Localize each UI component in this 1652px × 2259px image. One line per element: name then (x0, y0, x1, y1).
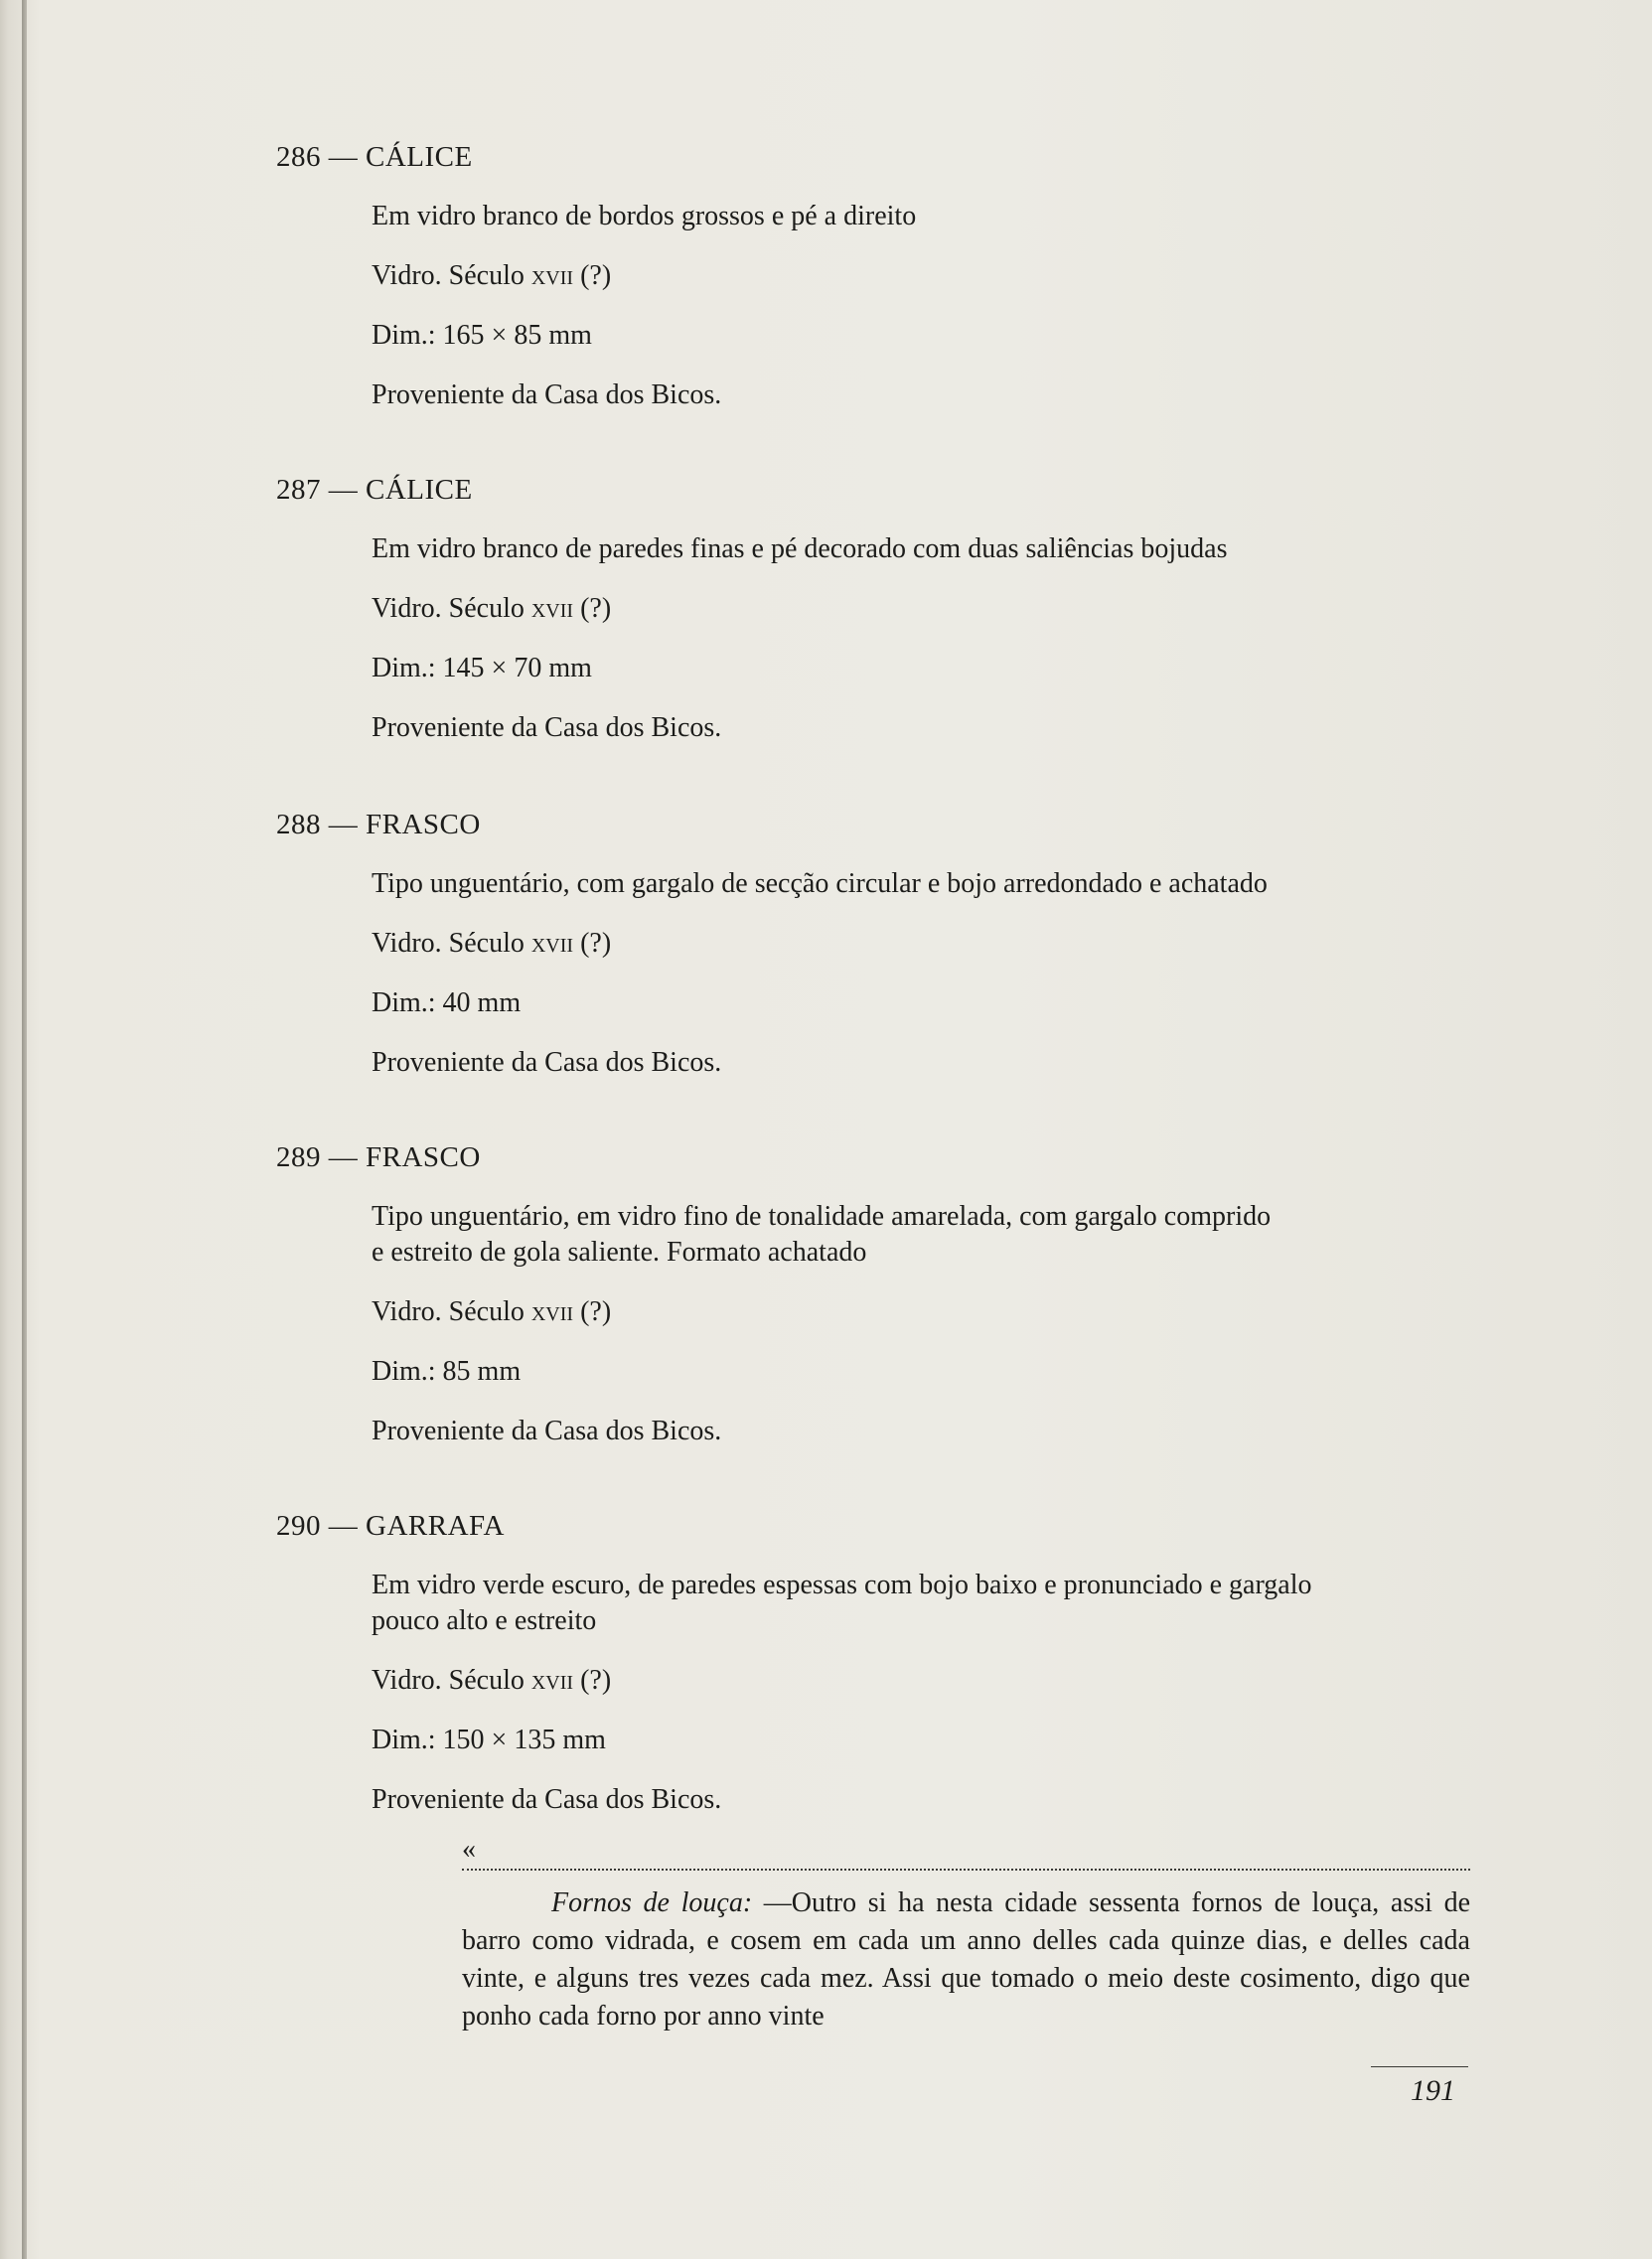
entry-description: Em vidro branco de paredes finas e pé decorado com duas saliências bojudas (372, 533, 1228, 564)
quote-dash: — (763, 1887, 792, 1918)
catalog-entry (276, 472, 1518, 746)
catalog-entry (276, 139, 1518, 413)
entry-title: 286 — CÁLICE (276, 141, 473, 173)
entry-title: 290 — GARRAFA (276, 1510, 505, 1542)
entry-description: Tipo unguentário, com gargalo de secção circular e bojo arredondado e achatado (372, 868, 1268, 899)
entry-material: Vidro. Século xvii (?) (372, 1296, 612, 1327)
entry-description: Em vidro verde escuro, de paredes espessas com bojo baixo e pronunciado e gargalo (372, 1570, 1312, 1600)
entry-title: 289 — FRASCO (276, 1141, 481, 1173)
entry-dimensions: Dim.: 165 × 85 mm (372, 320, 592, 351)
page-number: 191 (1411, 2074, 1455, 2107)
entry-dimensions: Dim.: 145 × 70 mm (372, 653, 592, 683)
entry-dimensions: Dim.: 150 × 135 mm (372, 1725, 606, 1755)
entry-provenance: Proveniente da Casa dos Bicos. (372, 1784, 722, 1815)
entry-body (372, 1199, 1474, 1449)
entry-body (372, 199, 1474, 413)
quote-heading: Fornos de louça: (551, 1887, 753, 1918)
entry-material: Vidro. Século xvii (?) (372, 593, 612, 624)
entry-description: Em vidro branco de bordos grossos e pé a direito (372, 201, 917, 231)
entry-title: 288 — FRASCO (276, 809, 481, 840)
quote-paragraph (462, 1884, 1470, 2035)
entry-title: 287 — CÁLICE (276, 474, 473, 506)
entry-description: pouco alto e estreito (372, 1605, 597, 1636)
dotted-leader (462, 1834, 1470, 1871)
entry-material: Vidro. Século xvii (?) (372, 928, 612, 959)
entry-provenance: Proveniente da Casa dos Bicos. (372, 1416, 722, 1446)
quote-text: Outro si ha nesta cidade sessenta fornos de louça, assi de barro como vidrada, e cosem em cada um anno delles cada quinze dias, e delles cada vinte, e alguns tres vezes cada mez. Assi que tomado o meio deste cosimento, digo que ponho cada forno por anno vinte (462, 1887, 1470, 2032)
book-spine-shadow (22, 0, 27, 2259)
entry-description: e estreito de gola saliente. Formato achatado (372, 1237, 867, 1268)
page-number-rule (1371, 2066, 1468, 2067)
entry-provenance: Proveniente da Casa dos Bicos. (372, 1047, 722, 1078)
entry-body (372, 1568, 1474, 1818)
entry-dimensions: Dim.: 85 mm (372, 1356, 522, 1387)
catalog-entry (276, 1508, 1518, 1818)
catalog-entry (276, 807, 1518, 1081)
catalog-entry (276, 1139, 1518, 1449)
entry-dimensions: Dim.: 40 mm (372, 987, 522, 1018)
entry-material: Vidro. Século xvii (?) (372, 260, 612, 291)
entry-body (372, 866, 1474, 1081)
historical-quote (462, 1834, 1470, 2063)
quote-open-mark: « (462, 1834, 476, 1865)
entry-material: Vidro. Século xvii (?) (372, 1665, 612, 1696)
entry-body (372, 531, 1474, 746)
entry-provenance: Proveniente da Casa dos Bicos. (372, 379, 722, 410)
entry-description: Tipo unguentário, em vidro fino de tonalidade amarelada, com gargalo comprido (372, 1201, 1272, 1232)
entry-provenance: Proveniente da Casa dos Bicos. (372, 712, 722, 743)
